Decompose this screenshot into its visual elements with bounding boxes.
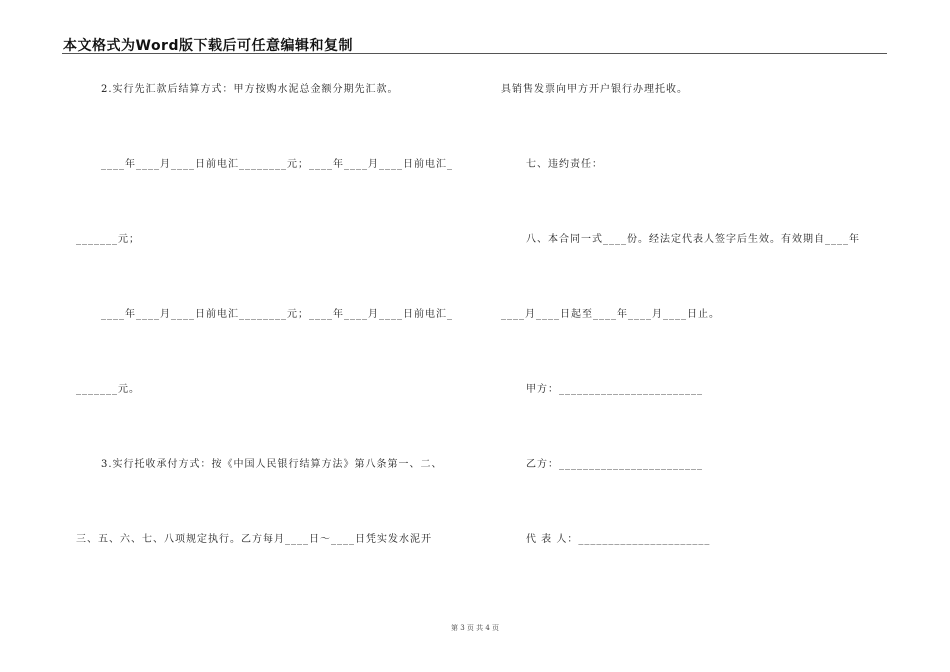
left-line-3: _______元； [76,234,140,245]
party-a-signature-line: 甲方：________________________ [526,384,703,395]
document-header-title: 本文格式为Word版下载后可任意编辑和复制 [63,38,353,54]
right-line-1: 具销售发票向甲方开户银行办理托收。 [501,84,688,95]
header-divider [62,53,887,54]
left-line-5: _______元。 [76,384,140,395]
left-line-2: ____年____月____日前电汇________元；____年____月____日前电汇_ [101,159,453,170]
right-line-4: ____月____日起至____年____月____日止。 [501,309,720,320]
page-number: 第 3 页 共 4 页 [450,624,500,632]
right-line-3: 八、本合同一式____份。经法定代表人签字后生效。有效期自____年 [526,234,860,245]
left-line-7: 三、五、六、七、八项规定执行。乙方每月____日～____日凭实发水泥开 [76,534,432,545]
left-line-6: 3.实行托收承付方式：按《中国人民银行结算方法》第八条第一、二、 [101,459,443,470]
party-b-signature-line: 乙方：________________________ [526,459,703,470]
right-line-2: 七、违约责任： [526,159,603,170]
left-line-4: ____年____月____日前电汇________元；____年____月____日前电汇_ [101,309,453,320]
left-line-1: 2.实行先汇款后结算方式：甲方按购水泥总金额分期先汇款。 [101,84,399,95]
representative-signature-line: 代 表 人：______________________ [526,534,711,545]
